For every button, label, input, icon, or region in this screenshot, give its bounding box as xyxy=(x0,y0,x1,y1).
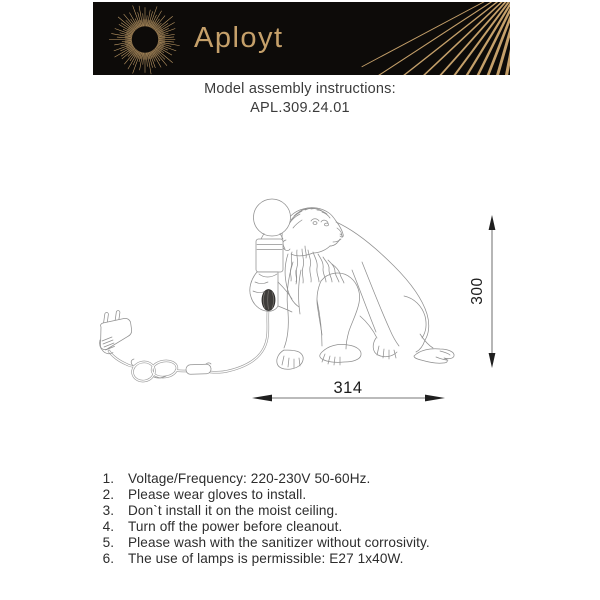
item-number: 1. xyxy=(102,471,114,486)
list-item xyxy=(95,503,525,519)
brand-banner xyxy=(93,2,510,75)
width-dimension xyxy=(252,379,445,401)
power-plug xyxy=(100,310,132,353)
starburst-core xyxy=(132,27,158,53)
item-text: Turn off the power before cleanout. xyxy=(128,519,343,535)
lamp-assembly xyxy=(250,199,292,312)
inline-switch xyxy=(186,363,211,375)
light-bulb xyxy=(254,199,291,236)
item-number: 4. xyxy=(102,519,114,535)
fan-rays xyxy=(362,2,510,75)
item-text: Voltage/Frequency: 220-230V 50-60Hz. xyxy=(128,471,371,486)
height-dimension xyxy=(469,215,495,368)
item-text: Don`t install it on the moist ceiling. xyxy=(128,503,339,519)
monkey-figure xyxy=(277,208,454,370)
item-text: Please wear gloves to install. xyxy=(128,487,307,503)
lamp-socket xyxy=(256,239,283,272)
header xyxy=(0,81,600,116)
list-item xyxy=(95,535,525,551)
assembly-diagram xyxy=(85,185,505,413)
starburst-icon xyxy=(109,3,181,75)
item-number: 6. xyxy=(102,551,114,567)
item-text: The use of lamps is permissible: E27 1x40W. xyxy=(128,551,404,567)
instructions-list xyxy=(95,471,525,568)
brand-name: Aployt xyxy=(194,22,284,54)
list-item xyxy=(95,487,525,503)
width-dimension-label: 314 xyxy=(333,379,363,397)
list-item xyxy=(95,471,525,487)
rays-icon xyxy=(310,2,510,75)
item-number: 3. xyxy=(102,503,114,519)
height-dimension-label: 300 xyxy=(469,277,487,305)
switch-knob xyxy=(262,290,275,311)
model-number: APL.309.24.01 xyxy=(250,100,350,116)
item-text: Please wash with the sanitizer without corrosivity. xyxy=(128,535,430,551)
item-number: 2. xyxy=(102,487,114,503)
page-title: Model assembly instructions: xyxy=(204,81,396,97)
list-item xyxy=(95,551,525,567)
list-item xyxy=(95,519,525,535)
item-number: 5. xyxy=(102,535,114,551)
